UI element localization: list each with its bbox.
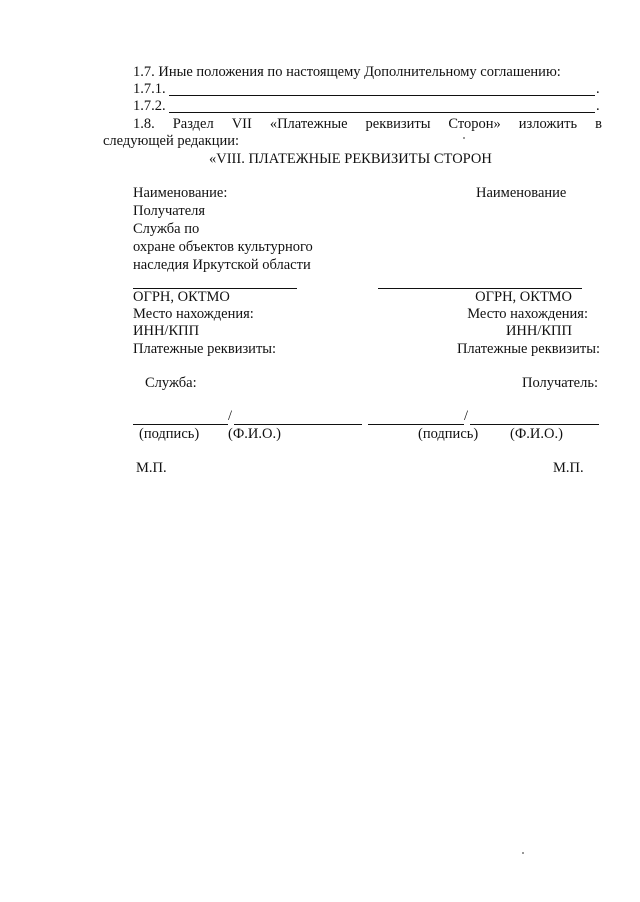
left-name-line: Служба по bbox=[133, 221, 200, 237]
left-signer-label: Служба: bbox=[145, 375, 197, 391]
right-seal-mark: М.П. bbox=[553, 460, 584, 476]
left-payment-label: Платежные реквизиты: bbox=[133, 341, 277, 357]
clause-1-8-word: реквизиты bbox=[365, 116, 431, 132]
right-signature-line bbox=[368, 424, 464, 425]
clause-1-7-1-number: 1.7.1. bbox=[133, 81, 166, 97]
left-signature-slash: / bbox=[228, 408, 233, 424]
clause-1-8-word: изложить bbox=[518, 116, 578, 132]
clause-1-8-word: «Платежные bbox=[269, 116, 348, 132]
right-inn-label: ИНН/КПП bbox=[505, 323, 572, 339]
right-address-label: Место нахождения: bbox=[467, 306, 588, 322]
scan-speck bbox=[522, 852, 524, 854]
left-fio-line bbox=[234, 424, 362, 425]
left-seal-mark: М.П. bbox=[136, 460, 167, 476]
clause-1-8-word: 1.8. bbox=[133, 116, 155, 132]
clause-1-8-word: в bbox=[595, 116, 602, 132]
left-name-line: наследия Иркутской области bbox=[133, 257, 311, 273]
left-address-label: Место нахождения: bbox=[133, 306, 254, 322]
right-ogrn-label: ОГРН, ОКТМО bbox=[475, 289, 572, 305]
right-payment-label: Платежные реквизиты: bbox=[456, 341, 600, 357]
clause-1-7-2-end: . bbox=[596, 98, 600, 114]
left-fio-caption: (Ф.И.О.) bbox=[228, 426, 281, 442]
left-name-line: охране объектов культурного bbox=[133, 239, 313, 255]
left-name-line: Получателя bbox=[133, 203, 206, 219]
section-title: «VIII. ПЛАТЕЖНЫЕ РЕКВИЗИТЫ СТОРОН bbox=[209, 151, 492, 167]
scan-speck bbox=[463, 137, 465, 139]
right-signature-slash: / bbox=[464, 408, 469, 424]
clause-1-7-2-number: 1.7.2. bbox=[133, 98, 166, 114]
left-sign-caption: (подпись) bbox=[139, 426, 200, 442]
left-name-label: Наименование: bbox=[133, 185, 228, 201]
clause-1-8-line-2: следующей редакции: bbox=[103, 133, 240, 149]
clause-1-8-line-1 bbox=[133, 116, 602, 133]
clause-1-7-heading: 1.7. Иные положения по настоящему Дополнительному соглашению: bbox=[133, 64, 561, 80]
right-fio-caption: (Ф.И.О.) bbox=[510, 426, 563, 442]
clause-1-7-2-blank-line bbox=[169, 112, 595, 113]
left-signature-line bbox=[133, 424, 228, 425]
clause-1-7-1-blank-line bbox=[169, 95, 595, 96]
clause-1-8-word: Сторон» bbox=[448, 116, 501, 132]
left-inn-label: ИНН/КПП bbox=[133, 323, 200, 339]
right-sign-caption: (подпись) bbox=[418, 426, 479, 442]
right-name-label: Наименование bbox=[476, 185, 567, 201]
left-ogrn-label: ОГРН, ОКТМО bbox=[133, 289, 230, 305]
clause-1-7-1-end: . bbox=[596, 81, 600, 97]
clause-1-8-word: Раздел bbox=[172, 116, 214, 132]
right-signer-label: Получатель: bbox=[521, 375, 598, 391]
right-fio-line bbox=[470, 424, 599, 425]
clause-1-8-word: VII bbox=[231, 116, 252, 132]
